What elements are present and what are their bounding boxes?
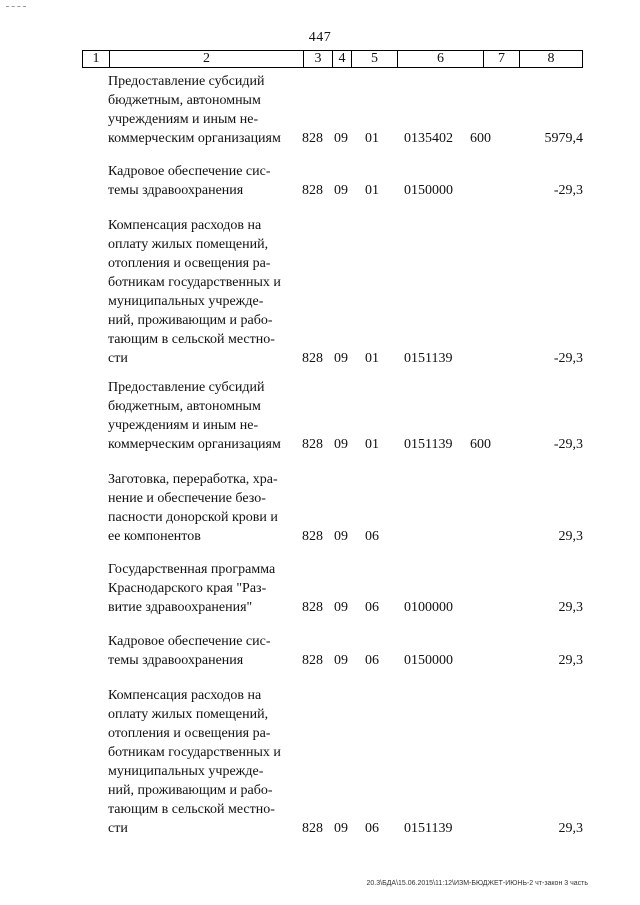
cell-col-3: 828 <box>302 600 323 615</box>
cell-col-3: 828 <box>302 529 323 544</box>
desc-line: бюджетным, автономным <box>108 93 261 108</box>
cell-col-4: 09 <box>334 183 348 198</box>
cell-col-8: 5979,4 <box>544 131 583 146</box>
cell-col-4: 09 <box>334 351 348 366</box>
cell-col-3: 828 <box>302 821 323 836</box>
cell-col-8: 29,3 <box>558 653 583 668</box>
header-col-8: 8 <box>547 51 555 66</box>
desc-line: коммерческим организациям <box>108 437 281 452</box>
cell-col-5: 06 <box>365 529 379 544</box>
cell-col-4: 09 <box>334 131 348 146</box>
cell-col-6: 0151139 <box>404 437 453 452</box>
table-row <box>0 560 640 617</box>
desc-line: Кадровое обеспечение сис- <box>108 634 271 649</box>
cell-col-8: 29,3 <box>558 529 583 544</box>
row-description <box>108 72 296 148</box>
desc-line: ний, проживающим и рабо- <box>108 783 273 798</box>
cell-col-6: 0135402 <box>404 131 453 146</box>
cell-col-4: 09 <box>334 821 348 836</box>
desc-line: учреждениям и иным не- <box>108 418 259 433</box>
cell-col-5: 01 <box>365 351 379 366</box>
cell-col-6: 0151139 <box>404 821 453 836</box>
header-col-1: 1 <box>83 51 110 67</box>
desc-line: Компенсация расходов на <box>108 688 262 703</box>
row-description <box>108 560 296 617</box>
cell-col-4: 09 <box>334 529 348 544</box>
desc-line: Заготовка, переработка, хра- <box>108 472 278 487</box>
cell-col-8: 29,3 <box>558 600 583 615</box>
cell-col-5: 06 <box>365 653 379 668</box>
page-number: 447 <box>308 30 332 45</box>
cell-col-8: 29,3 <box>558 821 583 836</box>
desc-line: отопления и освещения ра- <box>108 256 271 271</box>
desc-line: отопления и освещения ра- <box>108 726 271 741</box>
cell-col-7: 600 <box>470 437 491 452</box>
desc-line: бюджетным, автономным <box>108 399 261 414</box>
desc-line: Предоставление субсидий <box>108 74 265 89</box>
row-description <box>108 162 296 200</box>
desc-line: коммерческим организациям <box>108 131 281 146</box>
cell-col-3: 828 <box>302 653 323 668</box>
desc-line: сти <box>108 821 128 836</box>
header-col-2: 2 <box>110 51 304 67</box>
cell-col-3: 828 <box>302 437 323 452</box>
table-row <box>0 470 640 546</box>
cell-col-8: -29,3 <box>553 351 583 366</box>
table-row <box>0 72 640 148</box>
table-header <box>82 50 583 68</box>
desc-line: ее компонентов <box>108 529 201 544</box>
row-description <box>108 632 296 670</box>
cell-col-3: 828 <box>302 131 323 146</box>
desc-line: пасности донорской крови и <box>108 510 278 525</box>
desc-line: ботникам государственных и <box>108 275 281 290</box>
cell-col-5: 01 <box>365 437 379 452</box>
cell-col-6: 0150000 <box>404 653 453 668</box>
desc-line: оплату жилых помещений, <box>108 237 269 252</box>
cell-col-5: 06 <box>365 600 379 615</box>
desc-line: оплату жилых помещений, <box>108 707 269 722</box>
table-row <box>0 686 640 838</box>
row-description <box>108 470 296 546</box>
document-footer-path: 20.3\БДА\15.06.2015\11:12\ИЗМ-БЮДЖЕТ-ИЮНЬ-2 чт-закон 3 часть <box>366 880 588 887</box>
cell-col-6: 0151139 <box>404 351 453 366</box>
header-col-6: 6 <box>398 51 484 67</box>
row-description <box>108 378 296 454</box>
table-row <box>0 162 640 200</box>
row-description <box>108 686 296 838</box>
cell-col-3: 828 <box>302 183 323 198</box>
desc-line: сти <box>108 351 128 366</box>
desc-line: ботникам государственных и <box>108 745 281 760</box>
table-row <box>0 632 640 670</box>
desc-line: нение и обеспечение безо- <box>108 491 266 506</box>
cell-col-8: -29,3 <box>553 183 583 198</box>
row-description <box>108 216 296 368</box>
desc-line: темы здравоохранения <box>108 653 244 668</box>
desc-line: темы здравоохранения <box>108 183 244 198</box>
desc-line: учреждениям и иным не- <box>108 112 259 127</box>
desc-line: Предоставление субсидий <box>108 380 265 395</box>
desc-line: ний, проживающим и рабо- <box>108 313 273 328</box>
desc-line: муниципальных учрежде- <box>108 294 264 309</box>
desc-line: тающим в сельской местно- <box>108 332 275 347</box>
desc-line: Компенсация расходов на <box>108 218 262 233</box>
cell-col-5: 01 <box>365 131 379 146</box>
cell-col-4: 09 <box>334 600 348 615</box>
header-col-3: 3 <box>304 51 333 67</box>
header-col-7: 7 <box>484 51 520 67</box>
table-row <box>0 216 640 368</box>
cell-col-6: 0150000 <box>404 183 453 198</box>
table-row <box>0 378 640 454</box>
cell-col-4: 09 <box>334 653 348 668</box>
desc-line: муниципальных учрежде- <box>108 764 264 779</box>
desc-line: Краснодарского края "Раз- <box>108 581 267 596</box>
desc-line: Государственная программа <box>108 562 276 577</box>
desc-line: Кадровое обеспечение сис- <box>108 164 271 179</box>
desc-line: витие здравоохранения" <box>108 600 253 615</box>
header-col-4: 4 <box>333 51 352 67</box>
cell-col-5: 06 <box>365 821 379 836</box>
desc-line: тающим в сельской местно- <box>108 802 275 817</box>
cell-col-7: 600 <box>470 131 491 146</box>
cell-col-3: 828 <box>302 351 323 366</box>
cell-col-6: 0100000 <box>404 600 453 615</box>
header-col-5: 5 <box>352 51 398 67</box>
cell-col-4: 09 <box>334 437 348 452</box>
cell-col-5: 01 <box>365 183 379 198</box>
corner-mark <box>6 6 26 8</box>
cell-col-8: -29,3 <box>553 437 583 452</box>
